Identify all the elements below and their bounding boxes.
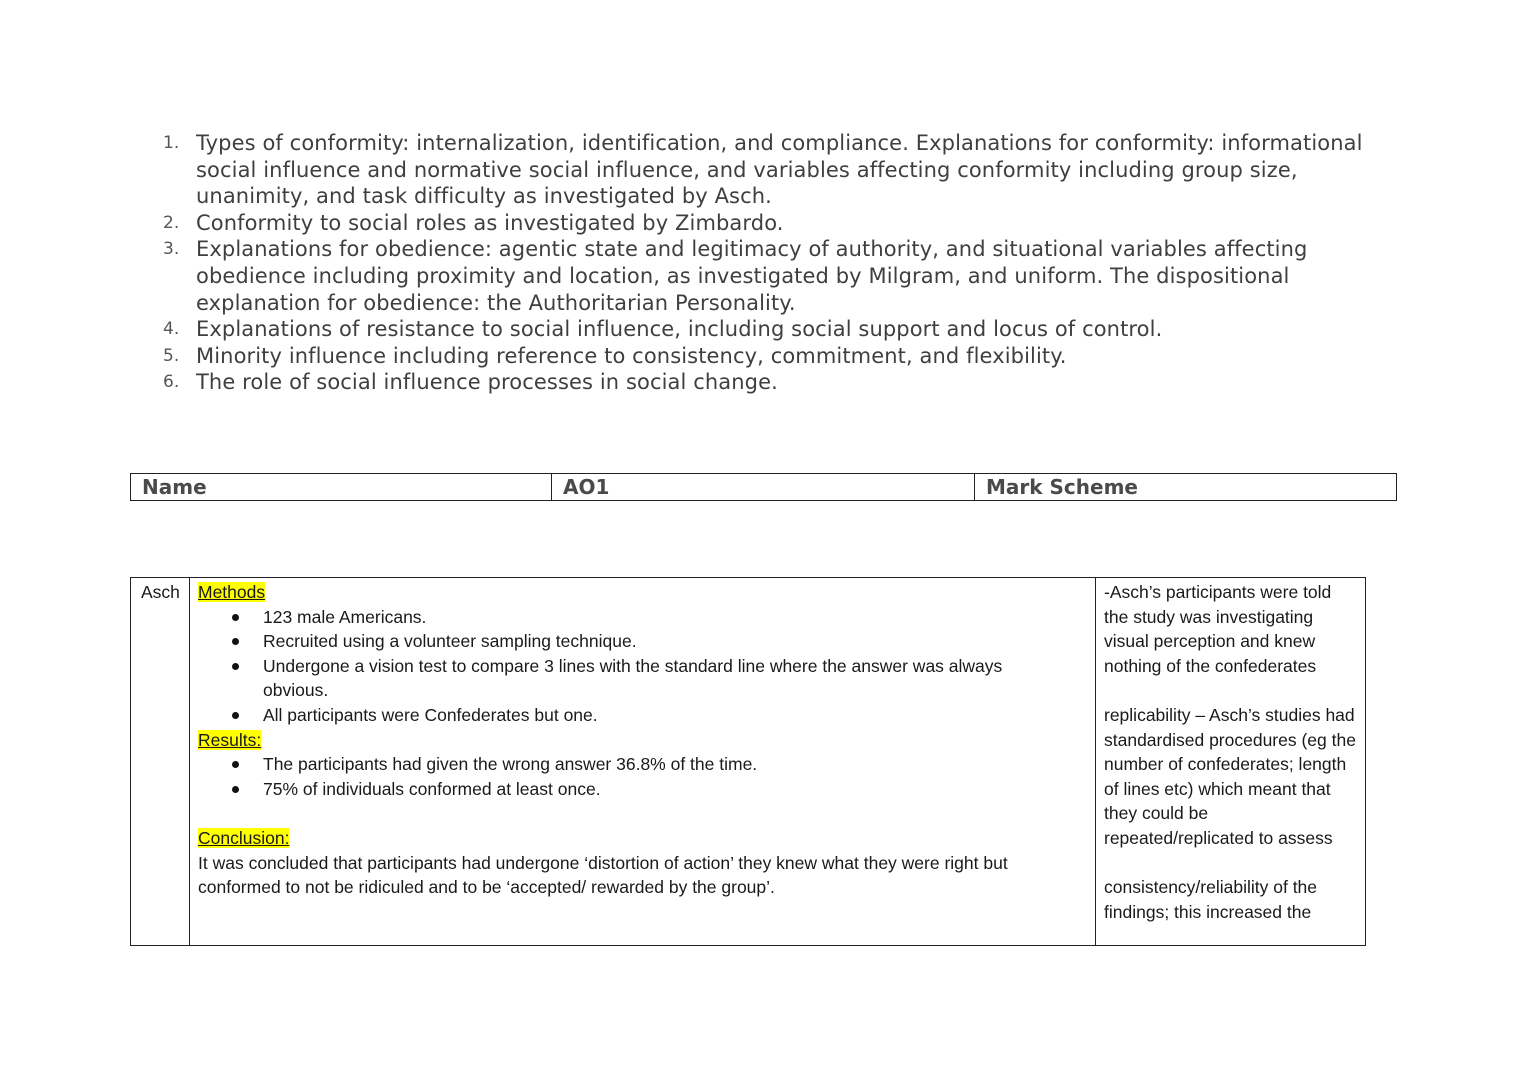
topic-text: Minority influence including reference to consistency, commitment, and flexibility. — [196, 343, 1067, 368]
topic-number: 5. — [163, 345, 180, 366]
methods-list — [198, 605, 1087, 728]
methods-heading: Methods — [198, 582, 266, 602]
topic-list — [160, 130, 1380, 396]
study-table — [130, 577, 1366, 946]
topic-text: Explanations of resistance to social influence, including social support and locus of control. — [196, 317, 1163, 342]
topic-number: 1. — [163, 133, 180, 153]
ao1-cell — [190, 578, 1096, 945]
topic-item — [160, 343, 1380, 370]
topic-item — [160, 316, 1380, 343]
results-list — [198, 752, 1087, 801]
list-item: All participants were Confederates but one. — [198, 703, 1087, 728]
conclusion-text: It was concluded that participants had undergone ‘distortion of action’ they knew what they were right but conformed to not be ridiculed and to be ‘accepted/ rewarded by the group’. — [198, 852, 1008, 898]
topic-item — [160, 236, 1380, 316]
topic-text: The role of social influence processes in social change. — [196, 370, 778, 395]
study-name: Asch — [131, 578, 190, 945]
mark-scheme-cell — [1096, 578, 1365, 945]
list-item: Recruited using a volunteer sampling technique. — [198, 629, 1087, 654]
header-table — [130, 473, 1397, 501]
header-mark-scheme: Mark Scheme — [986, 475, 1138, 499]
mark-scheme-point: replicability – Asch’s studies had standardised procedures (eg the number of confederates; length of lines etc) which meant that they could be repeated/replicated to assess — [1104, 704, 1356, 848]
list-item: The participants had given the wrong answer 36.8% of the time. — [198, 752, 1087, 777]
list-item: Undergone a vision test to compare 3 lines with the standard line where the answer was always obvious. — [198, 654, 1087, 703]
results-heading: Results: — [198, 729, 262, 750]
header-name: Name — [131, 474, 552, 500]
list-item: 75% of individuals conformed at least once. — [198, 777, 1087, 802]
mark-scheme-point: -Asch’s participants were told the study was investigating visual perception and knew nothing of the confederates — [1104, 582, 1332, 676]
topic-text: Types of conformity: internalization, identification, and compliance. Explanations for conformity: informational social influence and normative social influence, and variables affecting conformity including group size, unanimity, and task difficulty as investigated by Asch. — [196, 131, 1363, 209]
topic-item — [160, 369, 1380, 396]
topic-number: 3. — [163, 239, 180, 260]
list-item: 123 male Americans. — [198, 605, 1087, 630]
topic-number: 6. — [163, 372, 180, 393]
topic-number: 4. — [163, 319, 180, 340]
topic-text: Conformity to social roles as investigated by Zimbardo. — [196, 210, 784, 235]
topic-text: Explanations for obedience: agentic state and legitimacy of authority, and situational variables affecting obedience including proximity and location, as investigated by Milgram, and uniform. The dispositional explanation for obedience: the Authoritarian Personality. — [196, 237, 1308, 315]
topic-item — [160, 130, 1380, 210]
header-ao1: AO1 — [552, 474, 975, 500]
conclusion-heading: Conclusion: — [198, 827, 290, 848]
mark-scheme-point: consistency/reliability of the findings; this increased the — [1104, 877, 1318, 922]
topic-item — [160, 210, 1380, 237]
topic-number: 2. — [163, 212, 180, 233]
